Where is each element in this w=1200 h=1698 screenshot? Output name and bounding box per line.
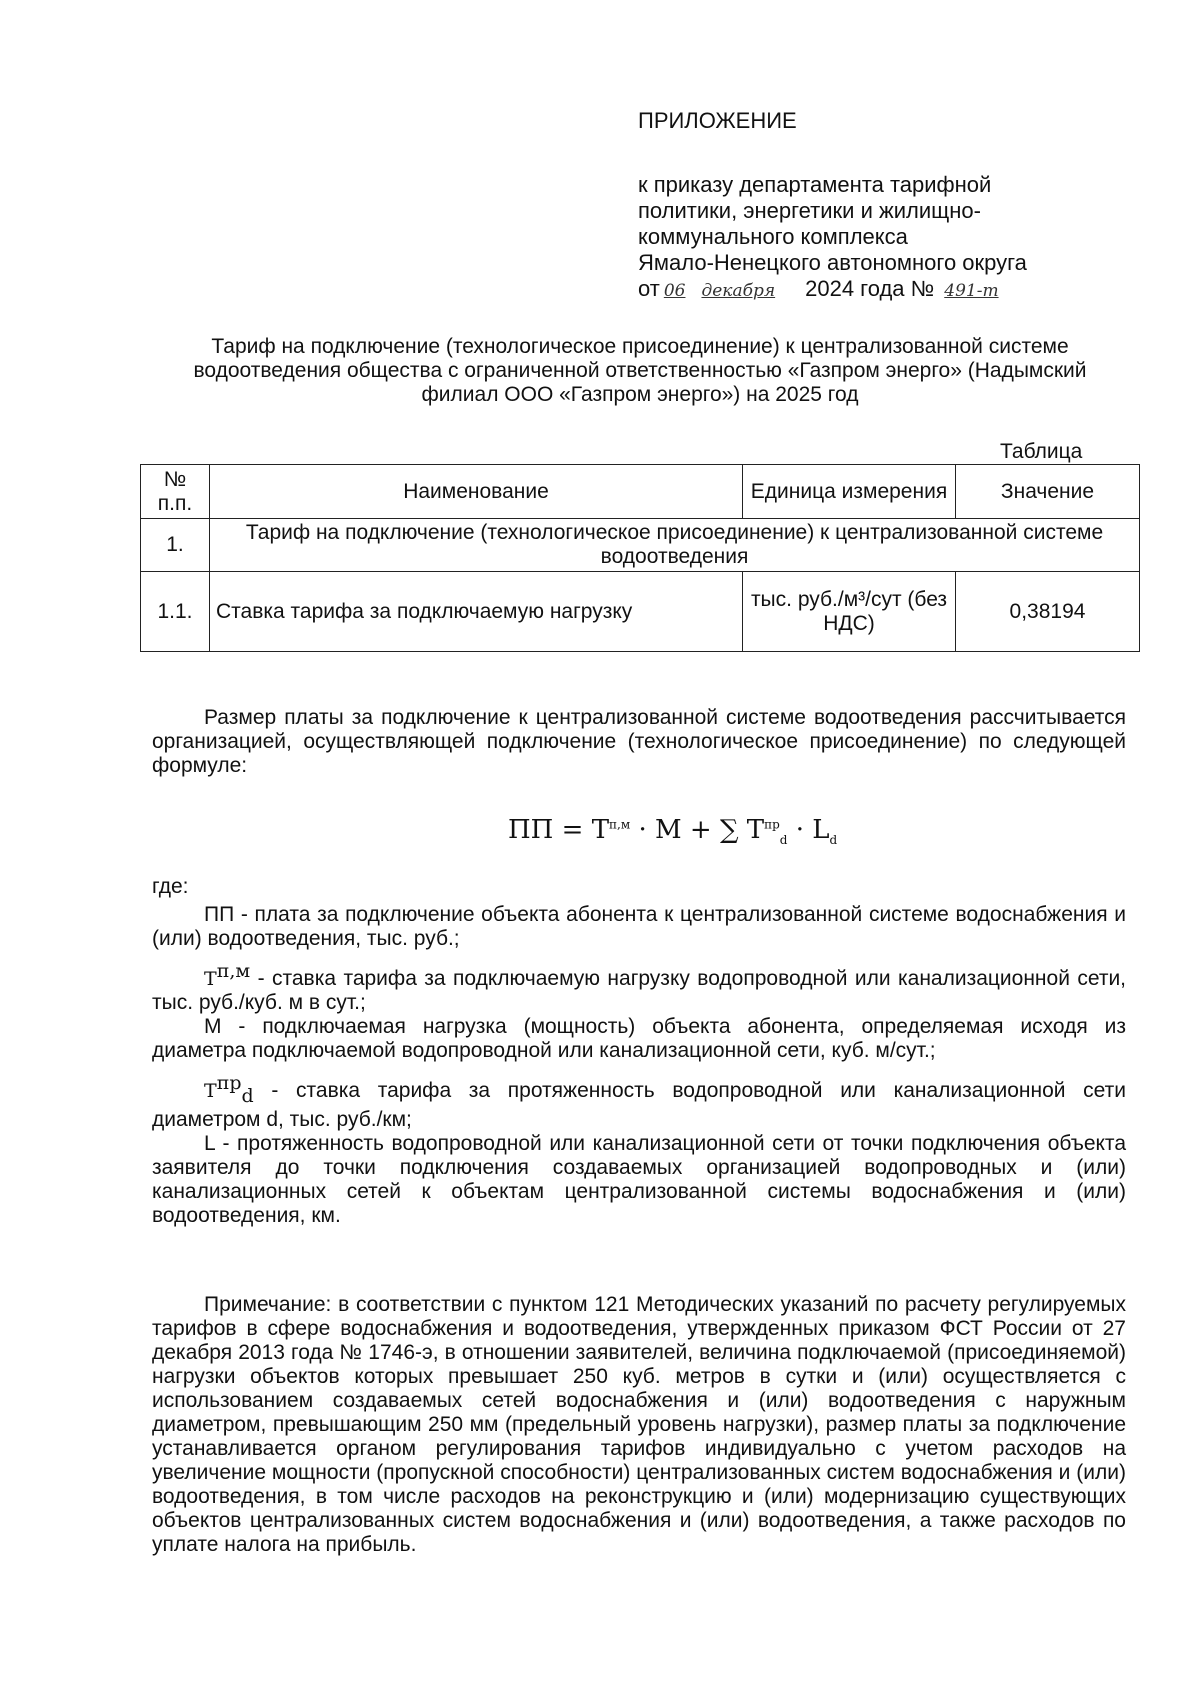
intro-paragraph: Размер платы за подключение к централизованной системе водоотведения рассчитывается организацией, осуществляющей подключение (технологическое присоединение) по следующей формуле:: [152, 706, 1126, 777]
symbol-tariff-length-sub: d: [241, 1085, 254, 1108]
group-number: 1.: [141, 519, 210, 572]
definition-item: [152, 959, 1126, 1015]
order-date-line: [638, 276, 1027, 304]
table-row: [141, 572, 1140, 652]
formula-tariff-length-sup: пр: [764, 817, 780, 832]
appendix-line: политики, энергетики и жилищно-: [638, 198, 981, 223]
handwritten-day: 06: [663, 281, 686, 301]
table-header-row: [141, 465, 1140, 519]
row-value: 0,38194: [956, 572, 1140, 652]
appendix-title: ПРИЛОЖЕНИЕ: [638, 108, 797, 133]
formula-load: М: [654, 815, 682, 845]
definitions-block: [152, 875, 1126, 1228]
header-value: Значение: [956, 465, 1140, 519]
formula-tariff-length-sub: d: [779, 833, 788, 848]
definition-item: ПП - плата за подключение объекта абонента к централизованной системе водоснабжения и (или) водоотведения, тыс. руб.;: [152, 903, 1126, 950]
symbol-tariff-length-sup: пр: [216, 1072, 242, 1094]
appendix-caption: [638, 172, 1027, 304]
tariff-table: [140, 464, 1140, 652]
symbol-tariff-load-sup: п,м: [216, 960, 251, 982]
definition-item: L - протяженность водопроводной или канализационной сети от точки подключения объекта заявителя до точки подключения создаваемых организацией водопроводных и (или) канализационных сетей к объектам централизованной системы водоснабжения и (или) водоотведения, км.: [152, 1132, 1126, 1228]
formula: [508, 815, 837, 847]
formula-dot: ·: [638, 815, 647, 845]
formula-plus-sign: +: [689, 815, 712, 845]
handwritten-month: декабря: [701, 281, 776, 301]
appendix-line: коммунального комплекса: [638, 224, 908, 249]
definition-text: - ставка тарифа за протяженность водопроводной или канализационной сети диаметром d, тыс. руб./км;: [152, 1079, 1126, 1132]
note-paragraph: Примечание: в соответствии с пунктом 121 Методических указаний по расчету регулируемых тарифов в сфере водоснабжения и водоотведения, утвержденных приказом ФСТ России от 27 декабря 2013 года № 1746-э, в отношении заявителей, величина подключаемой (присоединяемой) нагрузки объектов которых превышает 250 куб. метров в сутки и (или) осуществляется с использованием создаваемых сетей водоснабжения и (или) водоотведения с наружным диаметром, превышающим 250 мм (предельный уровень нагрузки), размер платы за подключение устанавливается органом регулирования тарифов индивидуально с учетом расходов на увеличение мощности (пропускной способности) централизованных систем водоснабжения и (или) водоотведения, в том числе расходов на реконструкцию и (или) модернизацию существующих объектов централизованных систем водоснабжения и (или) водоотведения, а также расходов по уплате налога на прибыль.: [152, 1293, 1126, 1556]
formula-lhs: ПП: [508, 815, 554, 845]
formula-tariff-length: Т: [746, 815, 765, 845]
symbol-tariff-load: Т: [204, 968, 217, 990]
definition-item: М - подключаемая нагрузка (мощность) объекта абонента, определяемая исходя из диаметра подключаемой водопроводной или канализационной сети, куб. м/сут.;: [152, 1015, 1126, 1062]
formula-tariff-load-sup: п,м: [609, 817, 631, 832]
table-label: Таблица: [1000, 440, 1083, 463]
appendix-line: к приказу департамента тарифной: [638, 172, 992, 197]
date-year: 2024 года №: [805, 276, 935, 301]
row-name: Ставка тарифа за подключаемую нагрузку: [210, 572, 743, 652]
appendix-line: Ямало-Ненецкого автономного округа: [638, 250, 1027, 275]
formula-equals-sign: =: [561, 815, 584, 845]
formula-length: L: [812, 815, 830, 845]
formula-sum-sign: ∑: [719, 815, 739, 845]
date-prefix: от: [638, 276, 660, 301]
header-number: № п.п.: [141, 465, 210, 519]
formula-dot: ·: [795, 815, 805, 845]
symbol-tariff-length: Т: [204, 1080, 217, 1102]
group-name: Тариф на подключение (технологическое присоединение) к централизованной системе водоотведения: [210, 519, 1140, 572]
handwritten-order-number: 491-т: [944, 281, 999, 301]
header-unit: Единица измерения: [743, 465, 956, 519]
where-label: где:: [152, 875, 189, 898]
document-title: Тариф на подключение (технологическое присоединение) к централизованной системе водоотведения общества с ограниченной ответственностью «Газпром энерго» (Надымский филиал ООО «Газпром энерго») на 2025 год: [193, 335, 1087, 406]
row-unit: тыс. руб./м³/сут (без НДС): [743, 572, 956, 652]
table-group-row: [141, 519, 1140, 572]
row-number: 1.1.: [141, 572, 210, 652]
formula-tariff-load: Т: [591, 815, 610, 845]
definition-text: - ставка тарифа за подключаемую нагрузку водопроводной или канализационной сети, тыс. руб./куб. м в сут.;: [152, 967, 1127, 1014]
formula-length-sub: d: [829, 833, 838, 848]
header-name: Наименование: [210, 465, 743, 519]
definition-item: [152, 1071, 1126, 1132]
